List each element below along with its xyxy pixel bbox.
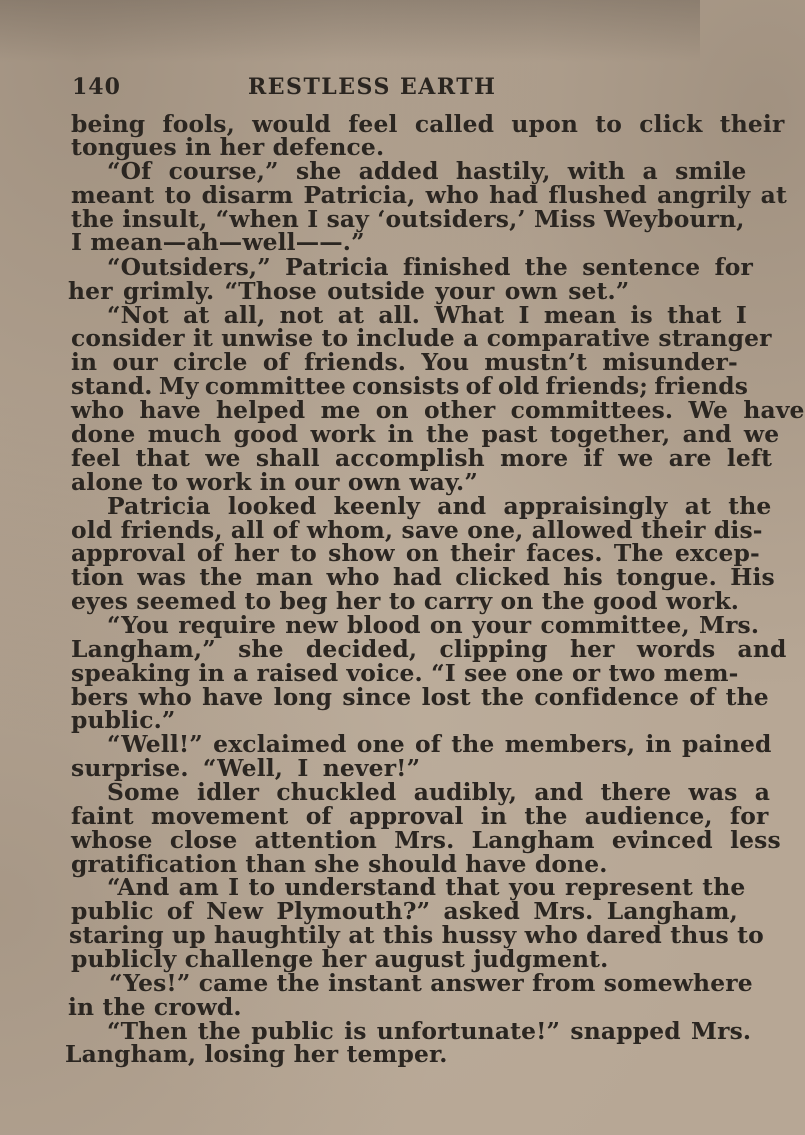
text-line: “And am I to understand that you represent the xyxy=(107,873,746,901)
text-line: whose close attention Mrs. Langham evinced less xyxy=(71,826,781,854)
text-line: “Outsiders,” Patricia finished the sentence for xyxy=(107,253,754,281)
page-top-shadow xyxy=(0,0,700,62)
text-line: I mean—ah—well——.” xyxy=(71,228,365,256)
text-line: in our circle of friends. You mustn’t misunder- xyxy=(71,348,738,376)
text-line: feel that we shall accomplish more if we are left xyxy=(71,444,773,472)
text-line: public of New Plymouth?” asked Mrs. Langham, xyxy=(71,897,738,925)
text-line: “Not at all, not at all. What I mean is that I xyxy=(107,301,747,329)
text-line: surprise. “Well, I never!” xyxy=(71,754,421,782)
text-line: “Then the public is unfortunate!” snapped Mrs. xyxy=(107,1017,752,1045)
text-line: gratification than she should have done. xyxy=(71,850,608,878)
text-line: old friends, all of whom, save one, allowed their dis- xyxy=(71,516,763,544)
text-line: “Yes!” came the instant answer from somewhere xyxy=(109,969,753,997)
text-line: Langham, losing her temper. xyxy=(65,1040,448,1068)
text-line: bers who have long since lost the confidence of the xyxy=(71,683,769,711)
text-line: public.” xyxy=(71,706,176,734)
running-title: RESTLESS EARTH xyxy=(248,74,497,100)
text-line: “Of course,” she added hastily, with a smile xyxy=(107,157,747,185)
text-line: Langham,” she decided, clipping her words and xyxy=(71,635,787,663)
text-line: approval of her to show on their faces. The excep- xyxy=(71,539,760,567)
text-line: meant to disarm Patricia, who had flushed angrily at xyxy=(71,181,787,209)
text-line: who have helped me on other committees. We have xyxy=(71,396,805,424)
text-line: consider it unwise to include a comparative stranger xyxy=(71,324,772,352)
text-line: Some idler chuckled audibly, and there was a xyxy=(107,778,771,806)
text-line: “Well!” exclaimed one of the members, in pained xyxy=(107,730,772,758)
text-line: her grimly. “Those outside your own set.” xyxy=(68,277,630,305)
text-line: faint movement of approval in the audience, for xyxy=(71,802,769,830)
text-line: being fools, would feel called upon to click their xyxy=(71,110,785,138)
text-line: staring up haughtily at this hussy who dared thus to xyxy=(69,921,764,949)
text-line: tion was the man who had clicked his tongue. His xyxy=(71,563,775,591)
text-line: speaking in a raised voice. “I see one or two mem- xyxy=(71,659,739,687)
text-line: tongues in her defence. xyxy=(71,133,385,161)
text-line: the insult, “when I say ‘outsiders,’ Miss Weybourn, xyxy=(71,205,745,233)
text-line: publicly challenge her august judgment. xyxy=(71,945,609,973)
text-line: “You require new blood on your committee, Mrs. xyxy=(107,611,760,639)
text-line: Patricia looked keenly and appraisingly at the xyxy=(107,492,772,520)
text-line: in the crowd. xyxy=(68,993,242,1021)
text-line: done much good work in the past together, and we xyxy=(71,420,780,448)
text-line: eyes seemed to beg her to carry on the good work. xyxy=(71,587,740,615)
text-line: stand. My committee consists of old friends; friends xyxy=(71,372,749,400)
page-header xyxy=(72,72,652,106)
page-number: 140 xyxy=(72,74,121,100)
text-line: alone to work in our own way.” xyxy=(71,468,478,496)
